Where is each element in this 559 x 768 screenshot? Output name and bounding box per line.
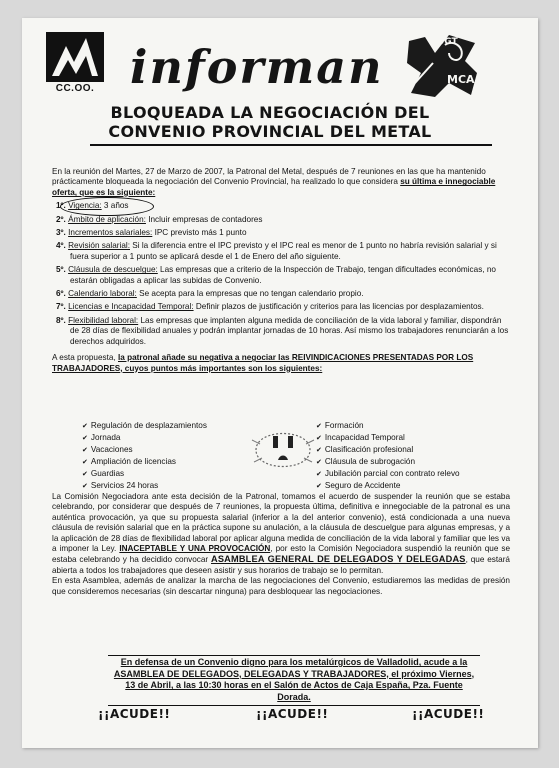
handdrawn-circle xyxy=(60,197,154,216)
claim-item: ✔ Guardias xyxy=(82,468,207,480)
proposal-paragraph: A esta propuesta, la patronal añade su negativa a negociar las REIVINDICACIONES PRESENTADAS POR LOS TRABAJADORES, cuyos puntos más importantes son los siguientes: xyxy=(52,353,474,373)
ccoo-caption: CC.OO. xyxy=(55,83,95,94)
claims-left-list xyxy=(82,420,207,492)
headline-line-1: BLOQUEADA LA NEGOCIACIÓN DEL xyxy=(110,103,430,122)
headline-underline xyxy=(90,144,492,146)
acude-center: ¡¡ACUDE!! xyxy=(256,707,329,721)
asamblea-general-text: ASAMBLEA GENERAL DE DELEGADOS Y DELEGADAS xyxy=(211,554,466,565)
final-call-box: En defensa de un Convenio digno para los metalúrgicos de Valladolid, acude a la ASAMBLEA DE DELEGADOS, DELEGADAS Y TRABAJADORES, el próximo Viernes, 13 de Abril, a las 10:30 horas en el Salón de Actos de Caja España, Pza. Fuente Dorada. xyxy=(108,655,480,706)
assembly-paragraph: En esta Asamblea, además de analizar la marcha de las negociaciones del Convenio, estudiaremos las medidas de presión que consideremos necesarias (sin descartar ninguna) para desbloquear las negociaciones. xyxy=(52,576,510,596)
inaceptable-text: INACEPTABLE Y UNA PROVOCACIÓN xyxy=(119,544,271,554)
acude-left: ¡¡ACUDE!! xyxy=(98,707,171,721)
offer-item: 5º. Cláusula de descuelgue: Las empresas que a criterio de la Inspección de Trabajo, tengan dificultades económicas, no estarán obligadas a aplicar las subidas de Convenio. xyxy=(56,265,496,285)
socket-face-icon xyxy=(248,420,318,480)
informan-title: informan xyxy=(130,40,384,94)
claim-item: ✔ Formación xyxy=(316,420,460,432)
decision-paragraph: La Comisión Negociadora ante esta decisión de la Patronal, tomamos el acuerdo de suspender la reunión que se estaba celebrando, por considerar que después de 7 reuniones, la propuesta última, definitiva e innegociable de la patronal es una auténtica provocación, ya que su propuesta salarial (inferior a la del anterior convenio), está condicionada a una nueva cláusula de revisión salarial que en la práctica supone su anulación, a la cláusula de descuelgue para algunas empresas, y a la aplicación de 28 días de flexibilidad laboral por aplicar alguna medida de conciliación de la vida laboral y familiar que les va a imponer la Ley. INACEPTABLE Y UNA PROVOCACIÓN, por esto la Comisión Negociadora suspendió la reunión que se estaba celebrando y ha decidido convocar ASAMBLEA GENERAL DE DELEGADOS Y DELEGADAS, que estará abierta a todos los trabajadores que deseen asistir y sus horarios de trabajo se lo permitan. xyxy=(52,492,510,575)
headline-line-2: CONVENIO PROVINCIAL DEL METAL xyxy=(108,122,432,141)
ugt-text: UGT xyxy=(437,37,458,47)
claims-section xyxy=(68,420,498,500)
claim-item: ✔ Jornada xyxy=(82,432,207,444)
claim-item: ✔ Cláusula de subrogación xyxy=(316,456,460,468)
intro-underlined: su última e innegociable oferta, que es la siguiente: xyxy=(52,177,496,197)
ugt-mca-logo xyxy=(405,33,479,99)
headline xyxy=(70,103,470,141)
offer-section xyxy=(52,167,510,374)
offer-item: 7º. Licencias e Incapacidad Temporal: Definir plazos de justificación y criterios para las licencias por desplazamientos. xyxy=(56,302,484,312)
decision-section xyxy=(52,492,510,597)
ccoo-logo xyxy=(46,32,104,96)
offer-item: 3º. Incrementos salariales: IPC previsto más 1 punto xyxy=(56,228,247,238)
offer-item: 4º. Revisión salarial: Si la diferencia entre el IPC previsto y el IPC real es menor de 1 punto no habría revisión salarial y si fuera superior a 1 punto se aplicará desde el 1 de Enero del año siguiente. xyxy=(56,241,497,261)
claim-item: ✔ Jubilación parcial con contrato relevo xyxy=(316,468,460,480)
mca-text: MCA xyxy=(447,73,475,86)
claim-item: ✔ Vacaciones xyxy=(82,444,207,456)
claim-item: ✔ Clasificación profesional xyxy=(316,444,460,456)
offer-item: 1º. Vigencia: 3 años xyxy=(52,201,510,211)
claim-item: ✔ Regulación de desplazamientos xyxy=(82,420,207,432)
claims-right-list xyxy=(316,420,460,492)
intro-paragraph: En la reunión del Martes, 27 de Marzo de 2007, la Patronal del Metal, después de 7 reuniones en las que ha mantenido prácticamente bloqueada la negociación del Convenio Provincial, ha realizado lo que considera su última e innegociable oferta, que es la siguiente: xyxy=(52,167,496,197)
offer-item: 2º. Ámbito de aplicación: Incluir empresas de contadores xyxy=(56,214,263,224)
offer-item: 8º. Flexibilidad laboral: Las empresas que implanten alguna medida de conciliación de la vida laboral y familiar, dispondrán de 28 días de flexibilidad anuales y podrán implantar jornadas de 10 horas. Así mismo los trabajadores renunciarán a los derechos adquiridos. xyxy=(56,315,509,346)
offer-item: 6º. Calendario laboral: Se acepta para la empresas que no tengan calendario propio. xyxy=(56,289,364,299)
claim-item: ✔ Seguro de Accidente xyxy=(316,480,460,492)
offer-list xyxy=(52,201,510,347)
claim-item: ✔ Ampliación de licencias xyxy=(82,456,207,468)
claim-item: ✔ Incapacidad Temporal xyxy=(316,432,460,444)
claim-item: ✔ Servicios 24 horas xyxy=(82,480,207,492)
acude-right: ¡¡ACUDE!! xyxy=(412,707,485,721)
ccoo-logo-mark xyxy=(46,32,104,82)
